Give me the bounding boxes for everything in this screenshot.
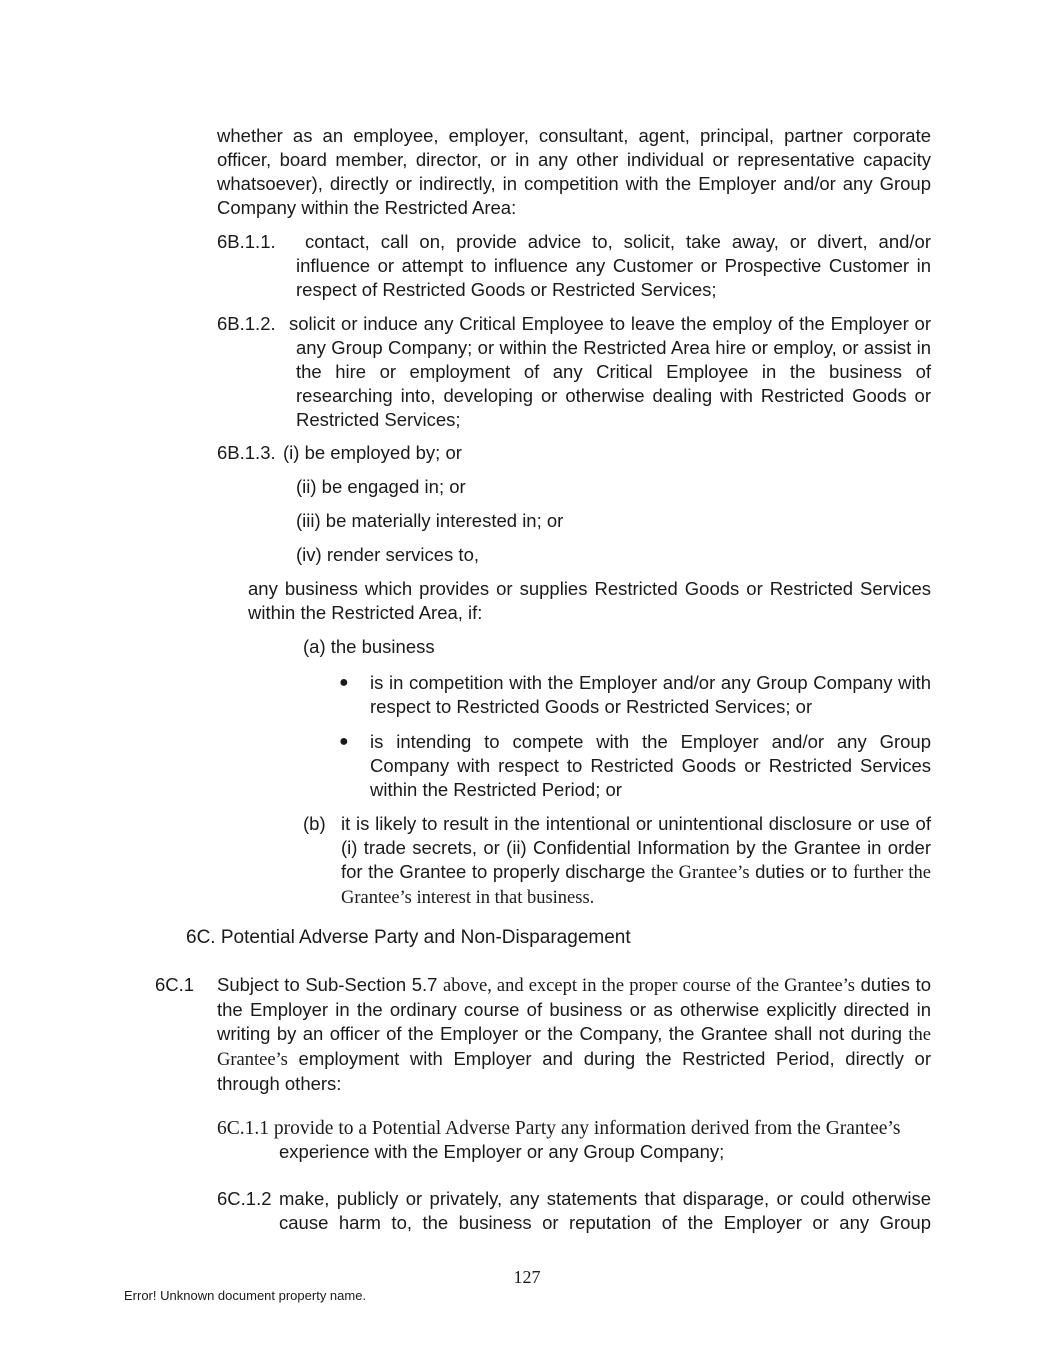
bullet-dot: ● bbox=[339, 674, 349, 691]
item-6b11-label: 6B.1.1. bbox=[217, 231, 276, 252]
item-6b13-iii: (iii) be materially interested in; or bbox=[296, 510, 564, 531]
cond-b-text-serif: further the Grantee’s interest in that business. bbox=[341, 863, 931, 908]
item-6b11-text: contact, call on, provide advice to, solicit, take away, or divert, and/or influence or attempt to influence any Customer or Prospective Customer in respect of Restricted Goods or Restricted Services; bbox=[296, 231, 931, 300]
cond-b-text-part: duties or to bbox=[749, 861, 848, 882]
cond-b-text-part: it is likely to result in the intentional or unintentional disclosure or use of (i) trade secrets, or (ii) Confidential Information by the Grantee in order for the Grantee to properly discharge bbox=[341, 813, 931, 882]
section-6c-heading: 6C. Potential Adverse Party and Non-Disparagement bbox=[186, 927, 631, 948]
intro-paragraph: whether as an employee, employer, consultant, agent, principal, partner corporate officer, board member, director, or in any other individual or representative capacity whatsoever), directly or indirectly, in competition with the Employer and/or any Group Company within the Restricted Area: bbox=[217, 125, 931, 218]
item-6c1-serif: above, and except in the proper course of the Grantee’s bbox=[443, 976, 856, 996]
footer-text: Error! Unknown document property name. bbox=[124, 1288, 367, 1303]
cond-b-label: (b) bbox=[303, 813, 326, 834]
item-6c1-part: duties to the Employer in the ordinary course of business or as otherwise explicitly directed in writing by an officer of the Employer or the Company, the Grantee shall not during bbox=[217, 974, 932, 1044]
item-6c1-text bbox=[217, 973, 931, 1096]
cond-a-bullet-1: is in competition with the Employer and/or any Group Company with respect to Restricted Goods or Restricted Services; or bbox=[370, 672, 931, 717]
item-6b13-ii: (ii) be engaged in; or bbox=[296, 476, 466, 497]
item-6c1-label: 6C.1 bbox=[155, 974, 195, 995]
cond-a-bullet-2: is intending to compete with the Employer and/or any Group Company with respect to Restricted Goods or Restricted Services within the Restricted Period; or bbox=[370, 731, 931, 800]
item-6c1-serif: the Grantee’s bbox=[217, 1025, 931, 1070]
bullet-dot: ● bbox=[339, 733, 349, 750]
item-6c12-label: 6C.1.2 bbox=[217, 1188, 272, 1209]
item-6c11-line2: experience with the Employer or any Group Company; bbox=[279, 1141, 725, 1162]
item-6c12-text: make, publicly or privately, any statements that disparage, or could otherwise cause harm to, the business or reputation of the Employer or any Group bbox=[279, 1188, 931, 1233]
item-6b12-text: solicit or induce any Critical Employee to leave the employ of the Employer or any Group Company; or within the Restricted Area hire or employ, or assist in the hire or employment of any Critical Employee in the business of researching into, developing or otherwise dealing with Restricted Goods or Restricted Services; bbox=[289, 313, 931, 430]
item-6b13-i: (i) be employed by; or bbox=[283, 442, 462, 463]
cond-a-label: (a) the business bbox=[303, 636, 435, 657]
item-6c11-line1: 6C.1.1 provide to a Potential Adverse Party any information derived from the Grantee’s bbox=[217, 1118, 901, 1139]
page-number: 127 bbox=[513, 1267, 541, 1287]
item-6b12-label: 6B.1.2. bbox=[217, 313, 276, 334]
item-6c1-part: Subject to Sub-Section 5.7 bbox=[217, 974, 444, 995]
cond-b-text bbox=[341, 812, 931, 910]
cond-b-text-serif: the Grantee’s bbox=[650, 863, 750, 883]
any-business-paragraph: any business which provides or supplies Restricted Goods or Restricted Services within the Restricted Area, if: bbox=[248, 578, 931, 623]
item-6b13-label: 6B.1.3. bbox=[217, 442, 276, 463]
item-6b13-iv: (iv) render services to, bbox=[296, 544, 479, 565]
item-6c1-part: employment with Employer and during the Restricted Period, directly or through others: bbox=[217, 1048, 931, 1094]
